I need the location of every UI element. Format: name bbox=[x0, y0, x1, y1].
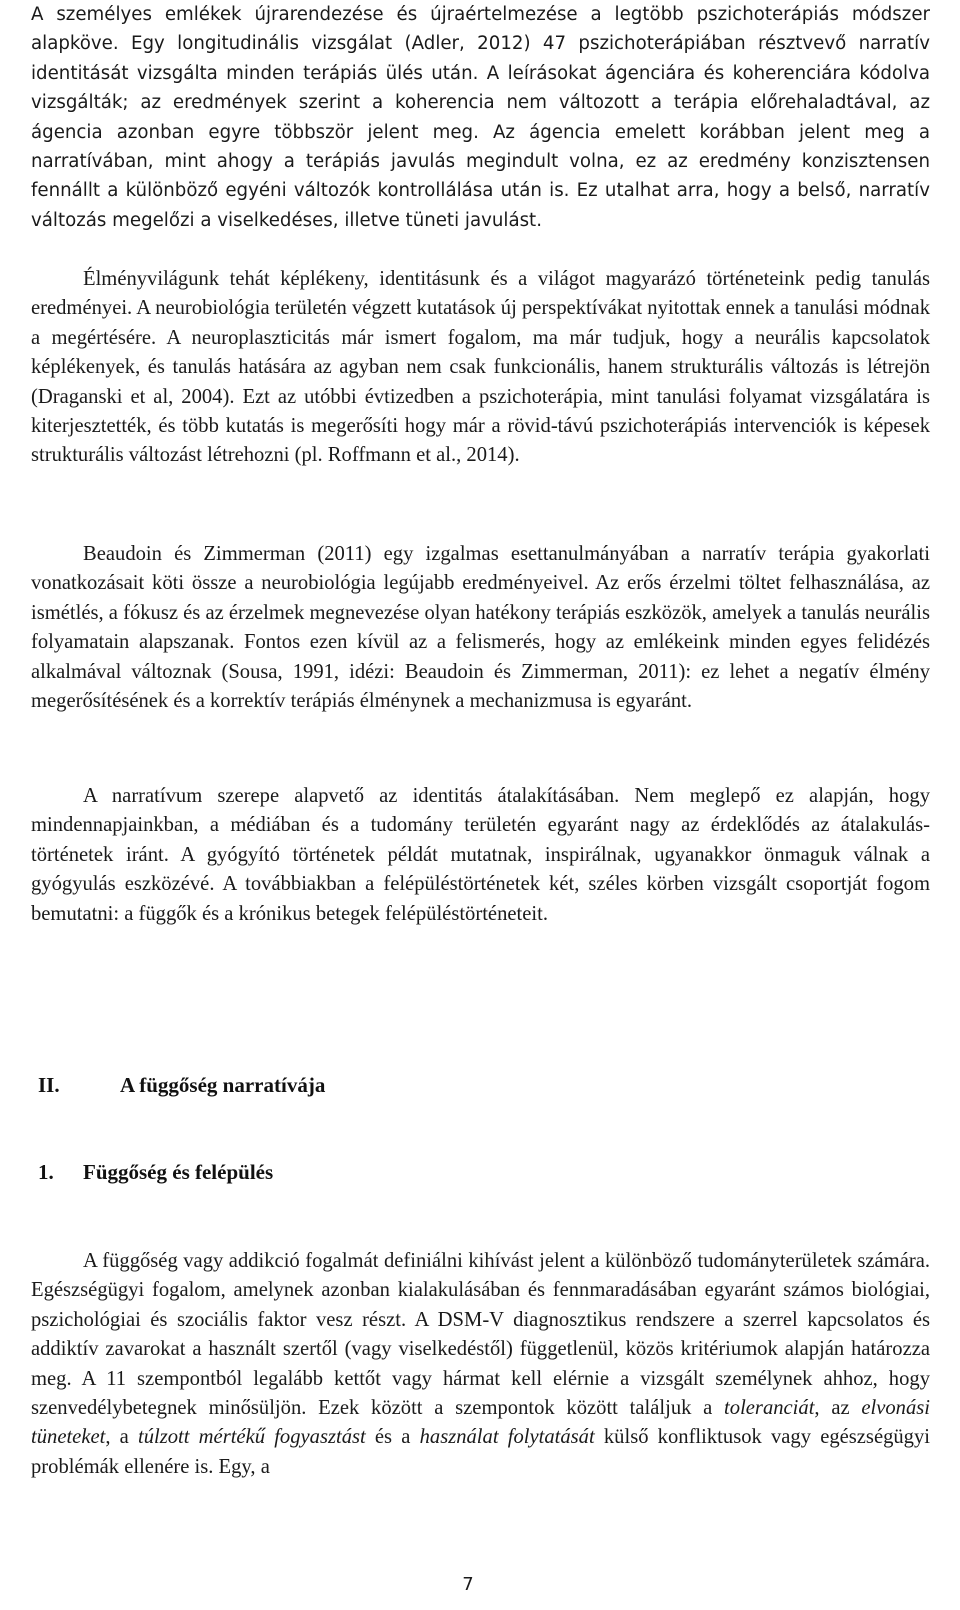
paragraph-addiction-definition bbox=[31, 1247, 930, 1482]
text-run: és a bbox=[365, 1426, 420, 1449]
paragraph-narrative-role: A narratívum szerepe alapvető az identitás átalakításában. Nem meglepő ez alapján, hogy mindennapjainkban, a médiában és a tudomány területén egyaránt nagy az érdeklődés az átalakulás-történetek iránt. A gyógyító történetek példát mutatnak, inspirálnak, ugyanakkor önmaguk válnak a gyógyulás eszközévé. A továbbiakban a felépüléstörténetek két, széles körben vizsgált csoportját fogom bemutatni: a függők és a krónikus betegek felépüléstörténeteit. bbox=[31, 785, 930, 925]
page-number: 7 bbox=[462, 1574, 474, 1595]
subsection-heading bbox=[38, 1160, 273, 1185]
text-run: külső konfliktusok vagy egészségügyi problémák ellenére is. Egy, a bbox=[31, 1426, 930, 1478]
text-run: , az bbox=[814, 1397, 862, 1420]
paragraph-lead-sentence: Élményvilágunk tehát képlékeny, identitásunk és a világot magyarázó történeteink pedig tanulás eredményei. bbox=[31, 268, 930, 320]
italic-term: elvonási tüneteket bbox=[31, 1397, 930, 1449]
section-title: A függőség narratívája bbox=[120, 1073, 326, 1097]
subsection-number: 1. bbox=[38, 1160, 54, 1184]
subsection-title: Függőség és felépülés bbox=[83, 1160, 274, 1184]
paragraph-narrative-identity: A személyes emlékek újrarendezése és újraértelmezése a legtöbb pszichoterápiás módszer alapköve. Egy longitudinális vizsgálat (Adler, 2012) 47 pszichoterápiában résztvevő narratív identitását vizsgálta minden terápiás ülés után. A leírásokat ágenciára és koherenciára kódolva vizsgálták; az eredmények szerint a koherencia nem változott a terápia előrehaladtával, az ágencia azonban egyre többször jelent meg. Az ágencia emelett korábban jelent meg a narratívában, mint ahogy a terápiás javulás megindult volna, ez az eredmény konzisztensen fennállt a különböző egyéni változók kontrollálása után is. Ez utalhat arra, hogy a belső, narratív változás megelőzi a viselkedéses, illetve tüneti javulást. bbox=[31, 4, 930, 231]
text-run: , a bbox=[105, 1426, 138, 1449]
section-number: II. bbox=[38, 1073, 60, 1097]
italic-term: túlzott mértékű fogyasztást bbox=[138, 1426, 366, 1449]
paragraph-body: A neurobiológia területén végzett kutatások új perspektívákat nyitottak ennek a tanulási módnak a megértésére. A neuroplaszticitás már ismert fogalom, ma már tudjuk, hogy a neurális kapcsolatok képlékenyek, és tanulás hatására az agyban nem csak funkcionális, hanem strukturális változás is létrejön (Draganski et al, 2004). Ezt az utóbbi évtizedben a pszichoterápia, mint tanulási folyamat vizsgálatára is kiterjesztették, és több kutatás is megerősíti hogy már a rövid-távú pszichoterápiás intervenciók is képesek strukturális változást létrehozni (pl. Roffmann et al., 2014). bbox=[31, 297, 930, 467]
paragraph-beaudoin-zimmerman: Beaudoin és Zimmerman (2011) egy izgalmas esettanulmányában a narratív terápia gyakorlati vonatkozásait köti össze a neurobiológia legújabb eredményeivel. Az erős érzelmi töltet felhasználása, az ismétlés, a fókusz és az érzelmek megnevezése olyan hatékony terápiás eszközök, amelyek a tanulás neurális folyamatain alapszanak. Fontos ezen kívül az a felismerés, hogy az emlékeink minden egyes felidézés alkalmával változnak (Sousa, 1991, idézi: Beaudoin és Zimmerman, 2011): ez lehet a negatív élmény megerősítésének és a korrektív terápiás élménynek a mechanizmusa is egyaránt. bbox=[31, 543, 930, 713]
text-run: A függőség vagy addikció fogalmát definiálni kihívást jelent a különböző tudományterületek számára. Egészségügyi fogalom, amelynek azonban kialakulásában és fennmaradásában egyaránt számos biológiai, pszichológiai és szociális faktor vesz részt. A DSM-V diagnosztikus rendszere a szerrel kapcsolatos és addiktív zavarokat a használt szertől (vagy viselkedéstől) függetlenül, közös kritériumok alapján határozza meg. A 11 szempontból legalább kettőt vagy hármat kell elérnie a vizsgált személynek ahhoz, hogy szenvedélybetegnek minősüljön. Ezek között a szempontok között találjuk a bbox=[31, 1250, 930, 1420]
paragraph-neuroplasticity bbox=[31, 265, 930, 471]
italic-term: használat folytatását bbox=[419, 1426, 595, 1449]
italic-term: toleranciát bbox=[724, 1397, 815, 1420]
section-heading bbox=[38, 1073, 325, 1098]
